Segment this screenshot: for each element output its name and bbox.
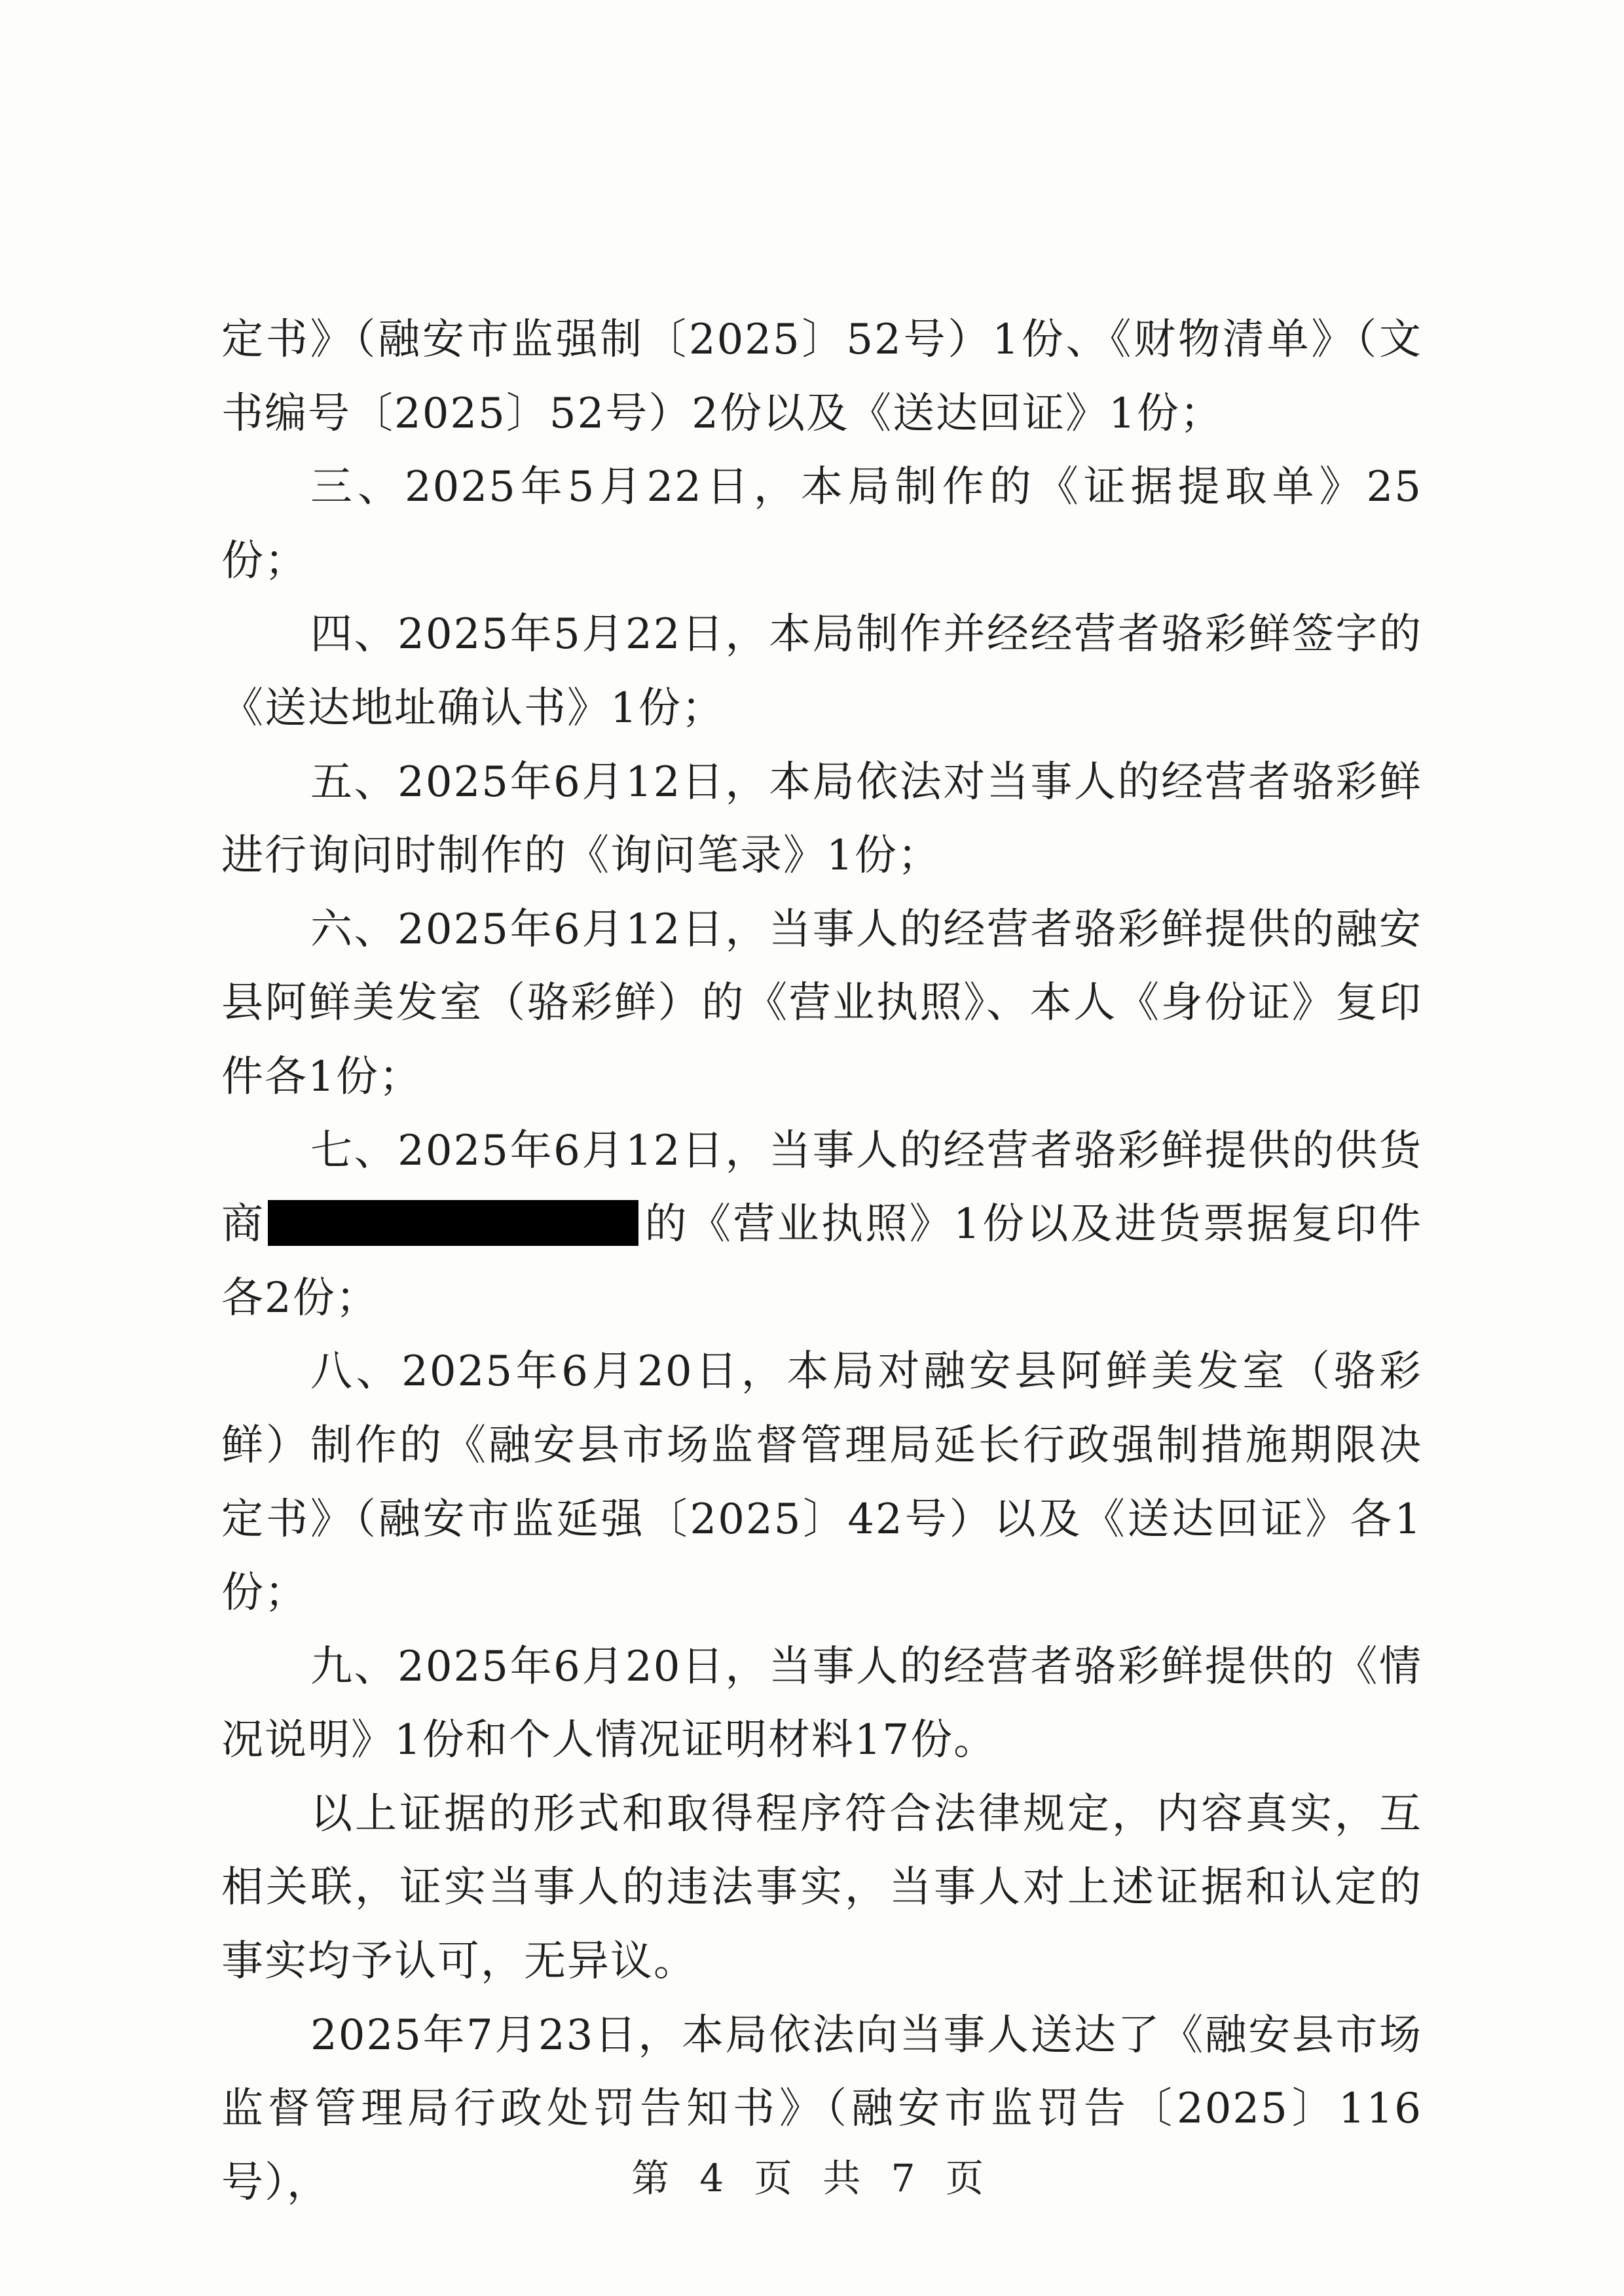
paragraph-item-3: 三、2025年5月22日，本局制作的《证据提取单》25份； bbox=[221, 463, 1422, 585]
paragraph-item-6: 六、2025年6月12日，当事人的经营者骆彩鲜提供的融安县阿鲜美发室（骆彩鲜）的《营业执照》、本人《身份证》复印件各1份； bbox=[221, 905, 1422, 1101]
paragraph-item-7-before: 七、2025年6月12日，当事人的经营者骆彩鲜提供的供货商 bbox=[221, 1126, 1422, 1249]
paragraph-notice-delivery: 2025年7月23日，本局依法向当事人送达了《融安县市场监督管理局行政处罚告知书》（融安市监罚告〔2025〕116号）， bbox=[221, 2011, 1422, 2207]
document-body bbox=[221, 303, 1422, 2219]
paragraph-item-5: 五、2025年6月12日，本局依法对当事人的经营者骆彩鲜进行询问时制作的《询问笔录》1份； bbox=[221, 757, 1422, 881]
paragraph-item-7-after: 的《营业执照》1份以及进货票据复印件各2份； bbox=[221, 1200, 1423, 1322]
redaction-block bbox=[268, 1200, 638, 1246]
paragraph-item-9: 九、2025年6月20日，当事人的经营者骆彩鲜提供的《情况说明》1份和个人情况证明材料17份。 bbox=[221, 1642, 1422, 1765]
paragraph-item-8: 八、2025年6月20日，本局对融安县阿鲜美发室（骆彩鲜）制作的《融安县市场监督管理局延长行政强制措施期限决定书》（融安市监延强〔2025〕42号）以及《送达回证》各1份； bbox=[221, 1347, 1422, 1618]
paragraph-evidence-conclusion: 以上证据的形式和取得程序符合法律规定，内容真实，互相关联，证实当事人的违法事实，当事人对上述证据和认定的事实均予认可，无异议。 bbox=[221, 1789, 1422, 1986]
paragraph-item-7 bbox=[221, 1114, 1422, 1336]
paragraph-continuation: 定书》（融安市监强制〔2025〕52号）1份、《财物清单》（文书编号〔2025〕52号）2份以及《送达回证》1份； bbox=[221, 316, 1422, 438]
paragraph-item-4: 四、2025年5月22日，本局制作并经经营者骆彩鲜签字的《送达地址确认书》1份； bbox=[221, 610, 1422, 733]
page-number: 第 4 页 共 7 页 bbox=[631, 2156, 993, 2200]
